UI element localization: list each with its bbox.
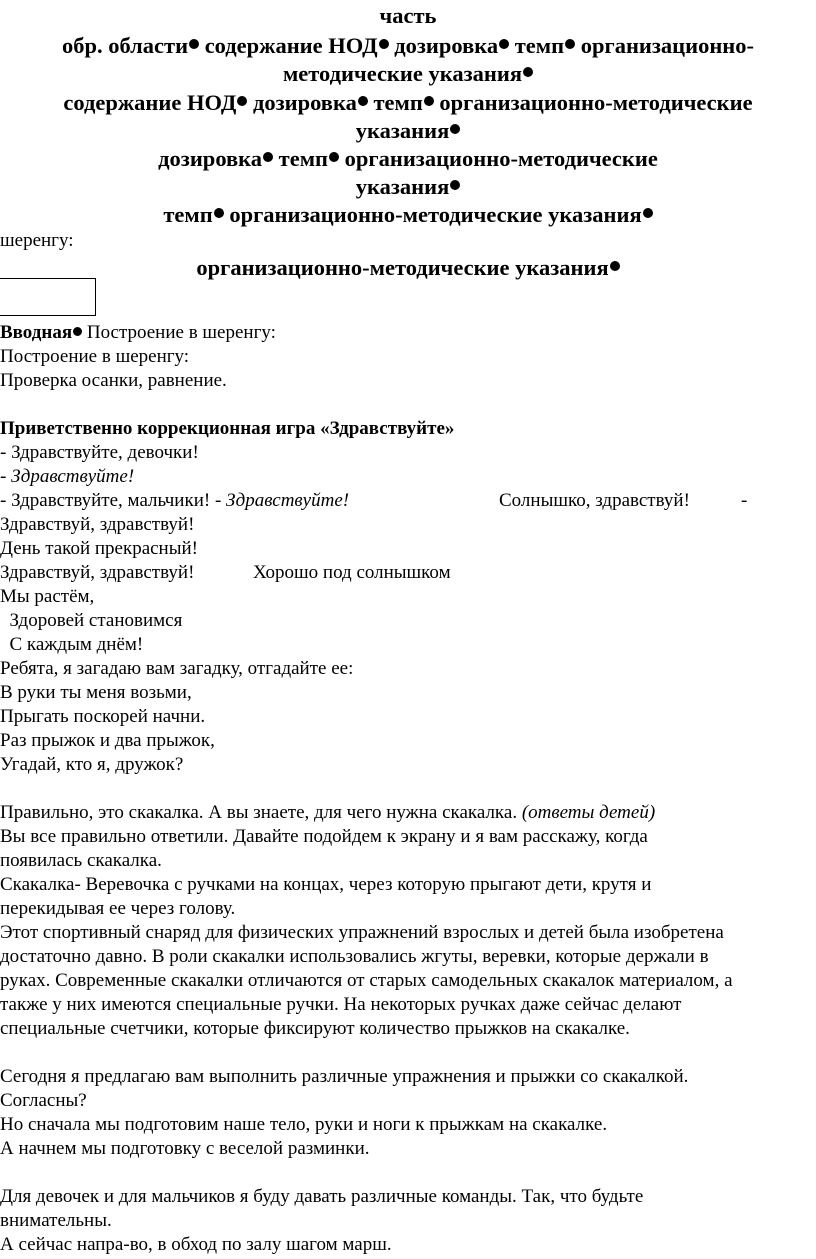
text-line: Построение в шеренгу: xyxy=(0,346,190,367)
text-line: В руки ты меня возьми, xyxy=(0,682,192,703)
bullet-dot-icon xyxy=(73,327,82,336)
bullet-dot-icon xyxy=(214,208,224,218)
text-line: - Здравствуйте, девочки! xyxy=(0,442,199,463)
text-line: Угадай, кто я, дружок? xyxy=(0,754,184,775)
header-cell-text: дозировка xyxy=(158,146,263,171)
bullet-dot-icon xyxy=(643,208,653,218)
header-line-7 xyxy=(0,201,816,229)
bullet-dot-icon xyxy=(358,96,368,106)
intro-rest: Построение в шеренгу: xyxy=(82,322,276,343)
text-line: Здравствуй, здравствуй! xyxy=(0,562,195,583)
header-title xyxy=(0,2,816,30)
text-line: Сегодня я предлагаю вам выполнить различные упражнения и прыжки со скакалкой. xyxy=(0,1066,689,1087)
bullet-dot-icon xyxy=(263,152,273,162)
text-line: Для девочек и для мальчиков я буду давать различные команды. Так, что будьте xyxy=(0,1186,644,1207)
bullet-dot-icon xyxy=(189,39,199,49)
paragraph-text: Правильно, это скакалка. А вы знаете, для чего нужна скакалка. xyxy=(0,802,522,823)
bullet-dot-icon xyxy=(424,96,434,106)
dash-text: - xyxy=(741,490,748,511)
header-cell-text: обр. области xyxy=(61,33,189,58)
header-cell-text: указания xyxy=(355,118,450,143)
header-cell-text: темп xyxy=(163,202,213,227)
intro-line xyxy=(0,321,276,345)
text-line: Здравствуй, здравствуй! xyxy=(0,514,195,535)
header-line-1 xyxy=(0,32,816,60)
header-cell-text: содержание НОД xyxy=(63,90,237,115)
header-cell-text: организационно-методические указания xyxy=(196,255,609,280)
intro-label: Вводная xyxy=(0,322,73,343)
text-line xyxy=(0,489,349,513)
text-line: День такой прекрасный! xyxy=(0,538,198,559)
header-cell-text: организационно-методические xyxy=(439,90,753,115)
greeting-text: - Здравствуйте, мальчики! - xyxy=(0,490,227,511)
text-line: специальные счетчики, которые фиксируют количество прыжков на скакалке. xyxy=(0,1018,630,1039)
bullet-dot-icon xyxy=(329,152,339,162)
game-title: Приветственно коррекционная игра «Здравствуйте» xyxy=(0,418,455,439)
header-cell-text: методические указания xyxy=(282,61,522,86)
text-line: Проверка осанки, равнение. xyxy=(0,370,227,391)
sherengu-text: шеренгу: xyxy=(0,230,74,251)
text-line: руках. Современные скакалки отличаются от старых самодельных скакалок материалом, а xyxy=(0,970,733,991)
header-line-5 xyxy=(0,145,816,173)
greeting-sun: Солнышко, здравствуй! xyxy=(499,490,690,511)
italic-reply: Здравствуйте! xyxy=(226,490,350,511)
bullet-dot-icon xyxy=(565,39,575,49)
text-line: Хорошо под солнышком xyxy=(253,562,451,583)
text-line: перекидывая ее через голову. xyxy=(0,898,236,919)
text-line: Скакалка- Веревочка с ручками на концах, через которую прыгают дети, крутя и xyxy=(0,874,652,895)
text-line: А начнем мы подготовку с веселой разминки. xyxy=(0,1138,370,1159)
text-line: А сейчас напра-во, в обход по залу шагом марш. xyxy=(0,1234,392,1255)
text-line: С каждым днём! xyxy=(0,634,144,655)
header-cell-text: дозировка xyxy=(394,33,499,58)
text-line xyxy=(0,801,655,825)
text-line: Раз прыжок и два прыжок, xyxy=(0,730,215,751)
text-line xyxy=(0,465,134,489)
header-title-text: часть xyxy=(379,3,437,28)
italic-note: (ответы детей) xyxy=(521,802,656,823)
bullet-dot-icon xyxy=(379,39,389,49)
italic-reply: Здравствуйте! xyxy=(11,466,135,487)
bullet-dot-icon xyxy=(450,180,460,190)
text-line: появилась скакалка. xyxy=(0,850,162,871)
header-line-3 xyxy=(0,89,816,117)
text-line: внимательны. xyxy=(0,1210,112,1231)
bullet-dot-icon xyxy=(237,96,247,106)
bullet-dot-icon xyxy=(523,67,533,77)
text-line: Здоровей становимся xyxy=(0,610,183,631)
header-cell-text: темп xyxy=(373,90,423,115)
header-cell-text: дозировка xyxy=(252,90,357,115)
header-cell-text: темп xyxy=(278,146,329,171)
text-line: Согласны? xyxy=(0,1090,87,1111)
header-line-2 xyxy=(0,60,816,88)
text-line: Но сначала мы подготовим наше тело, руки и ноги к прыжкам на скакалке. xyxy=(0,1114,608,1135)
header-cell-text: организационно-методические xyxy=(344,146,658,171)
header-cell-text: организационно- xyxy=(580,33,755,58)
dash-text: - xyxy=(0,466,12,487)
header-cell-text: темп xyxy=(514,33,565,58)
header-line-4 xyxy=(0,117,816,145)
header-cell-text: организационно-методические указания xyxy=(229,202,642,227)
header-cell-text: указания xyxy=(355,174,450,199)
text-line: Ребята, я загадаю вам загадку, отгадайте ее: xyxy=(0,658,354,679)
text-line: достаточно давно. В роли скакалки использовались жгуты, веревки, которые держали в xyxy=(0,946,709,967)
header-line-6 xyxy=(0,173,816,201)
text-line: также у них имеются специальные ручки. На некоторых ручках даже сейчас делают xyxy=(0,994,682,1015)
bullet-dot-icon xyxy=(499,39,509,49)
bullet-dot-icon xyxy=(610,261,620,271)
text-line: Этот спортивный снаряд для физических упражнений взрослых и детей была изобретена xyxy=(0,922,724,943)
empty-table-cell xyxy=(0,278,96,316)
text-line: Мы растём, xyxy=(0,586,95,607)
header-cell-text: содержание НОД xyxy=(204,33,378,58)
header-line-8 xyxy=(0,254,816,282)
text-line: Вы все правильно ответили. Давайте подойдем к экрану и я вам расскажу, когда xyxy=(0,826,648,847)
text-line: Прыгать поскорей начни. xyxy=(0,706,206,727)
bullet-dot-icon xyxy=(450,124,460,134)
